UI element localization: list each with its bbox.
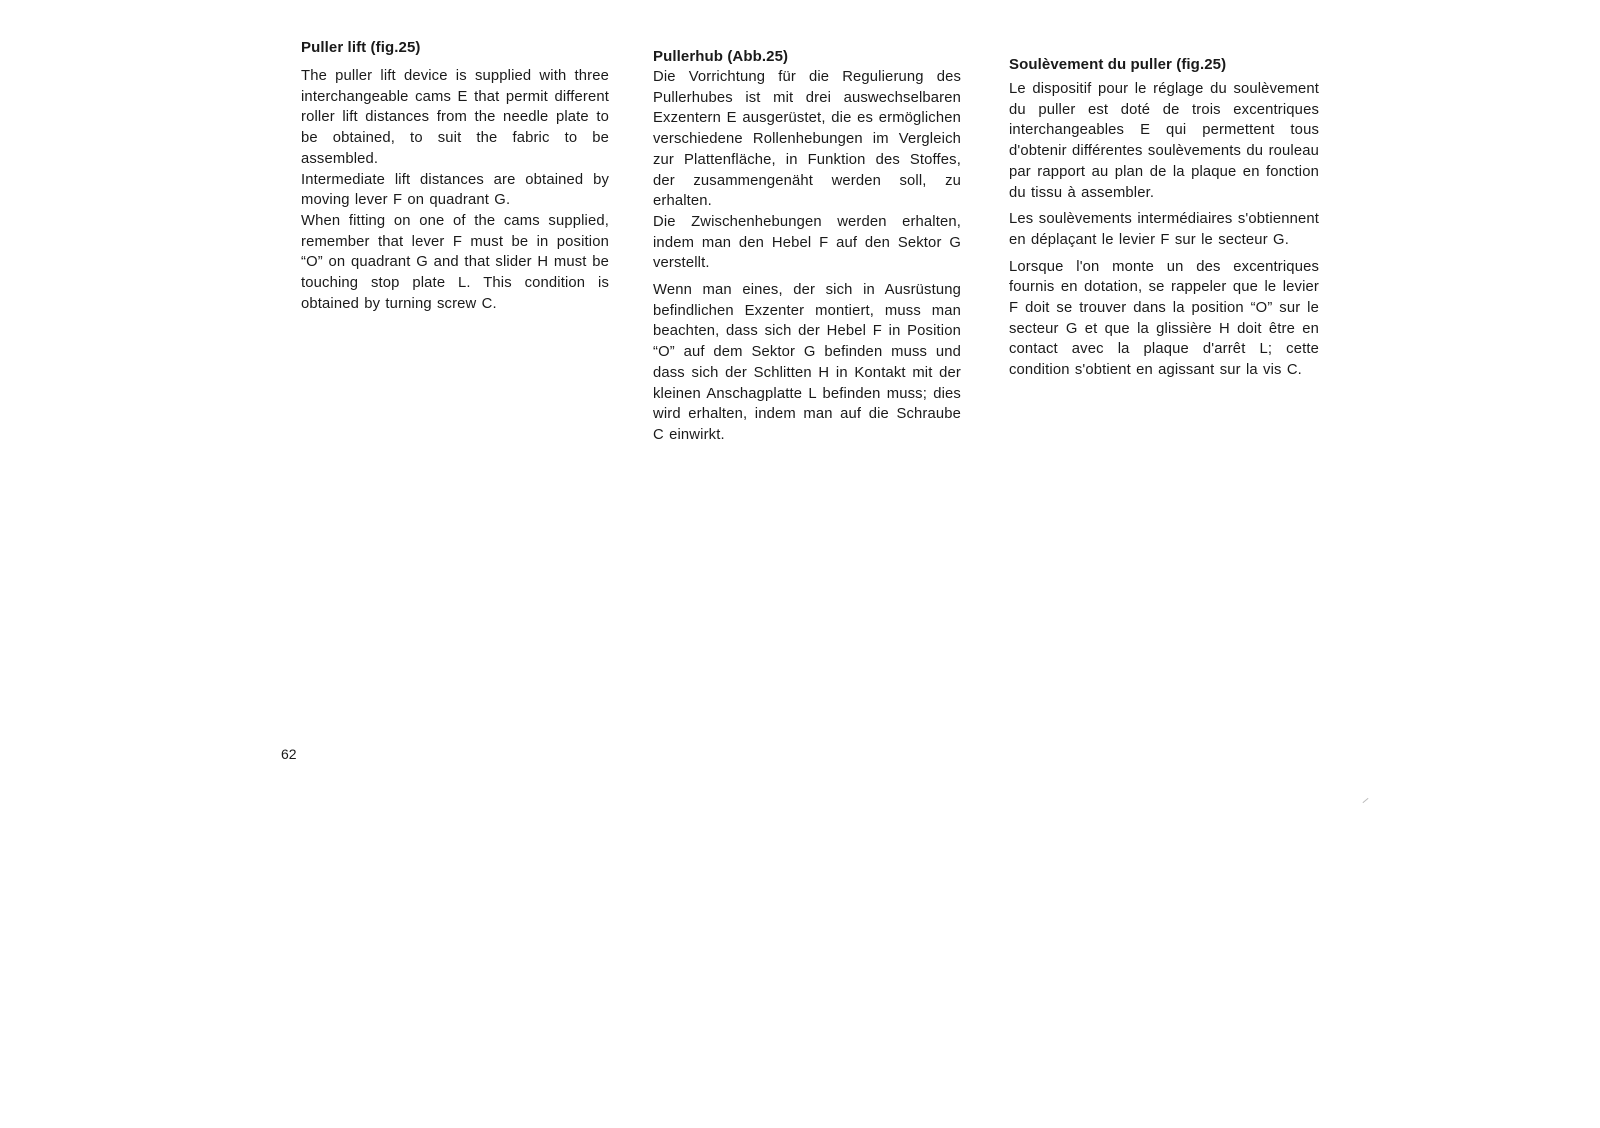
section-heading-fr: Soulèvement du puller (fig.25) — [1009, 56, 1227, 73]
french-column — [1009, 55, 1319, 387]
paragraph-en-1: The puller lift device is supplied with three interchangeable cams E that permit different roller lift distances from the needle plate to be obtained, to suit the fabric to be assembled. — [301, 68, 609, 167]
paragraph-en-3: When fitting on one of the cams supplied, remember that lever F must be in position “O” on quadrant G and that slider H must be touching stop plate L. This condition is obtained by turning screw C. — [301, 212, 609, 312]
page-number: 62 — [281, 746, 297, 762]
scan-speck — [1362, 798, 1368, 803]
section-heading-en: Puller lift (fig.25) — [301, 39, 421, 56]
paragraph-fr-2: Les soulèvements intermédiaires s'obtiennent en déplaçant le levier F sur le secteur G. — [1009, 211, 1319, 248]
german-column — [653, 47, 961, 452]
paragraph-en-2: Intermediate lift distances are obtained by moving lever F on quadrant G. — [301, 171, 609, 209]
paragraph-de-2: Die Zwischenhebungen werden erhalten, indem man den Hebel F auf den Sektor G verstellt. — [653, 213, 961, 272]
paragraph-fr-1: Le dispositif pour le réglage du soulèvement du puller est doté de trois excentriques interchangeables E qui permettent tous d'obtenir différentes soulèvements du rouleau par rapport au plan de la plaque en fonction du tissu à assembler. — [1009, 81, 1319, 201]
paragraph-de-3: Wenn man eines, der sich in Ausrüstung befindlichen Exzenter montiert, muss man beachten, dass sich der Hebel F in Position “O” auf dem Sektor G befinden muss und dass sich der Schlitten H in Kontakt mit der kleinen Anschagplatte L befinden muss; dies wird erhalten, indem man auf die Schraube C einwirkt. — [653, 282, 961, 443]
section-heading-de: Pullerhub (Abb.25) — [653, 48, 789, 65]
paragraph-de-1: Die Vorrichtung für die Regulierung des Pullerhubes ist mit drei auswechselbaren Exzentern E ausgerüstet, die es ermöglichen verschiedene Rollenhebungen im Vergleich zur Plattenfläche, in Funktion des Stoffes, der zusammengenäht werden soll, zu erhalten. — [653, 69, 961, 210]
english-column — [301, 38, 609, 314]
paragraph-fr-3: Lorsque l'on monte un des excentriques fournis en dotation, se rappeler que le levier F doit se trouver dans la position “O” sur le secteur G et que la glissière H doit être en contact avec la plaque d'arrêt L; cette condition s'obtient en agissant sur la vis C. — [1009, 258, 1319, 379]
